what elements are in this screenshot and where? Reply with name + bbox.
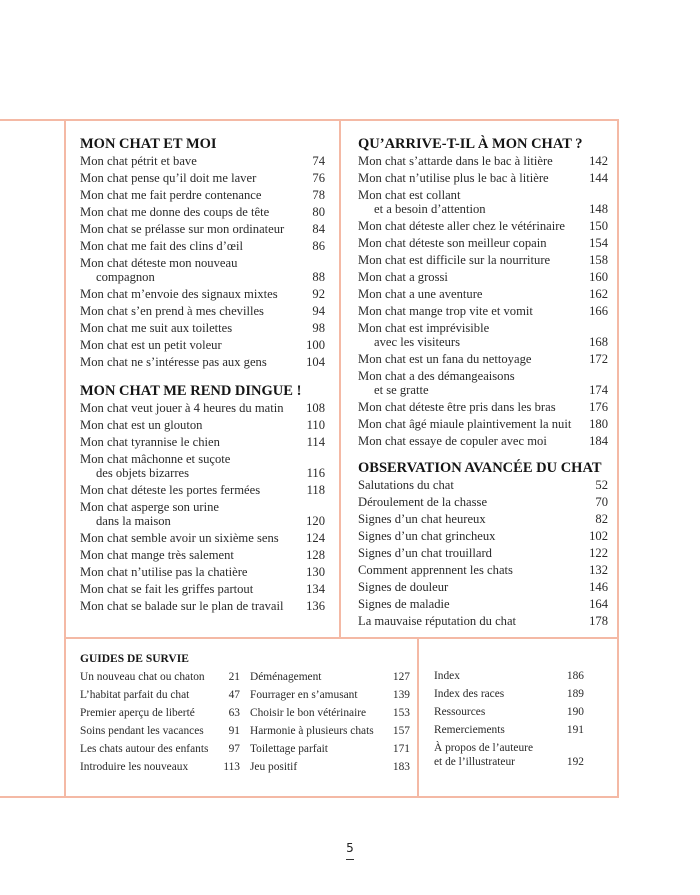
toc-entry-label [80, 531, 297, 545]
toc-entry[interactable] [80, 670, 240, 684]
toc-entry-label [80, 355, 297, 369]
toc-entry-label-line: Mon chat m’envoie des signaux mixtes [80, 287, 278, 301]
toc-entry-label [358, 512, 580, 526]
toc-entry-page: 84 [312, 222, 325, 236]
toc-entry-label-line: Mon chat est collant [358, 188, 461, 202]
toc-entry-page: 70 [595, 495, 608, 509]
toc-entry-page: 104 [306, 355, 325, 369]
toc-entry-label-continuation: et se gratte [374, 383, 429, 397]
toc-entry-label-line: Mon chat me fait des clins d’œil [80, 239, 243, 253]
toc-entry-page: 176 [589, 400, 608, 414]
toc-entry-label-line: Soins pendant les vacances [80, 725, 204, 737]
toc-entry[interactable] [358, 369, 608, 397]
toc-entry-label-continuation: compagnon [96, 270, 155, 284]
toc-entry-page: 92 [312, 287, 325, 301]
toc-entry-label [80, 688, 225, 702]
toc-entry-label-line: Signes de douleur [358, 580, 449, 594]
toc-entry-label-continuation: des objets bizarres [96, 466, 190, 480]
toc-entry[interactable] [358, 495, 608, 509]
toc-entry[interactable] [358, 512, 608, 526]
toc-entry-label-line: Mon chat est un petit voleur [80, 338, 222, 352]
toc-entry-label [358, 287, 580, 301]
toc-entry-label [250, 688, 389, 702]
toc-entry-page: 148 [589, 202, 608, 216]
toc-entry-label-line: Index [434, 670, 460, 682]
toc-entry-page: 82 [595, 512, 608, 526]
toc-entry-label [80, 205, 297, 219]
toc-entry[interactable] [358, 580, 608, 594]
toc-entry-label [434, 687, 563, 701]
toc-entry-label-line: Mon chat mâchonne et suçote [80, 452, 231, 466]
toc-entry[interactable] [80, 582, 325, 596]
toc-entry[interactable] [80, 239, 325, 253]
toc-entry-label-line: La mauvaise réputation du chat [358, 614, 517, 628]
toc-entry-label [80, 154, 297, 168]
toc-entry-label [358, 580, 580, 594]
toc-entry-label [358, 417, 580, 431]
toc-entry-page: 78 [312, 188, 325, 202]
toc-entry-label-continuation: avec les visiteurs [374, 335, 461, 349]
rule-right [617, 120, 619, 797]
toc-entry-page: 94 [312, 304, 325, 318]
toc-entry[interactable] [358, 614, 608, 628]
toc-entry[interactable] [80, 452, 325, 480]
toc-entry-label-line: Mon chat me donne des coups de tête [80, 205, 270, 219]
toc-entry-label-line: Mon chat déteste son meilleur copain [358, 236, 547, 250]
toc-entry-page: 183 [392, 761, 410, 773]
rule-lower-divider [417, 638, 419, 797]
toc-entry[interactable] [80, 287, 325, 301]
toc-entry-label [358, 614, 580, 628]
toc-entry-label [434, 723, 563, 737]
toc-entry-label-line: Mon chat n’utilise plus le bac à litière [358, 171, 549, 185]
toc-entry-page: 113 [223, 761, 240, 773]
toc-entry-label [358, 321, 580, 349]
toc-entry[interactable] [80, 401, 325, 415]
toc-entry-label-line: Signes d’un chat grincheux [358, 529, 496, 543]
toc-entry-label-line: Mon chat veut jouer à 4 heures du matin [80, 401, 284, 415]
toc-entry-label-line: Comment apprennent les chats [358, 563, 513, 577]
toc-entry-label [80, 287, 297, 301]
rule-middle [65, 637, 618, 639]
toc-entry[interactable] [434, 723, 584, 737]
toc-entry-page: 100 [306, 338, 325, 352]
toc-entry-label-line: Mon chat déteste être pris dans les bras [358, 400, 556, 414]
toc-entry-label-line: Les chats autour des enfants [80, 743, 209, 755]
toc-entry[interactable] [250, 760, 410, 774]
toc-entry[interactable] [80, 724, 240, 738]
toc-entry-page: 160 [589, 270, 608, 284]
toc-entry-label-line: Mon chat est un glouton [80, 418, 203, 432]
page-number-underline [346, 859, 354, 860]
right-column [358, 134, 608, 631]
toc-entry-label [80, 724, 225, 738]
toc-entry-page: 132 [589, 563, 608, 577]
rule-top [0, 119, 619, 121]
toc-entry-label-line: Mon chat pétrit et bave [80, 154, 197, 168]
toc-entry-label-line: Mon chat a des démangeaisons [358, 369, 515, 383]
toc-entry-page: 178 [589, 614, 608, 628]
section-observation-avancee [358, 458, 608, 628]
toc-entry-label [80, 321, 297, 335]
toc-entry[interactable] [80, 418, 325, 432]
toc-entry-label-line: Mon chat ne s’intéresse pas aux gens [80, 355, 267, 369]
toc-entry-page: 139 [392, 689, 410, 701]
toc-entry-label [358, 478, 580, 492]
toc-entry-label [358, 304, 580, 318]
toc-entry-label-line: Remerciements [434, 724, 505, 736]
toc-entry-page: 102 [589, 529, 608, 543]
toc-entry-page: 136 [306, 599, 325, 613]
toc-entry-page: 114 [306, 435, 325, 449]
toc-entry-label-line: Mon chat déteste aller chez le vétérinaire [358, 219, 565, 233]
toc-entry-label [434, 741, 563, 769]
toc-entry-page: 144 [589, 171, 608, 185]
toc-entry-label-line: Jeu positif [250, 761, 298, 773]
toc-entry-label [358, 597, 580, 611]
toc-entry[interactable] [80, 222, 325, 236]
toc-entry-label-line: Mon chat me fait perdre contenance [80, 188, 262, 202]
toc-entry-page: 157 [392, 725, 410, 737]
toc-entry[interactable] [80, 565, 325, 579]
toc-entry-page: 142 [589, 154, 608, 168]
toc-entry-page: 180 [589, 417, 608, 431]
toc-entry-page: 164 [589, 597, 608, 611]
toc-entry-page: 74 [312, 154, 325, 168]
toc-entry-label-line: Mon chat est difficile sur la nourriture [358, 253, 551, 267]
toc-entry-page: 127 [392, 671, 410, 683]
toc-entry-label-line: À propos de l’auteure [434, 742, 534, 754]
toc-entry[interactable] [80, 688, 240, 702]
toc-entry[interactable] [80, 706, 240, 720]
toc-entry[interactable] [250, 706, 410, 720]
toc-entry-page: 162 [589, 287, 608, 301]
toc-entry-page: 171 [392, 743, 410, 755]
toc-entry-label [80, 670, 225, 684]
rule-bottom [0, 796, 619, 798]
toc-entry[interactable] [80, 171, 325, 185]
section-guides-de-survie [80, 651, 410, 778]
toc-entry-label [80, 188, 297, 202]
toc-entry-page: 172 [589, 352, 608, 366]
toc-entry-label [358, 369, 580, 397]
toc-entry-page: 118 [306, 483, 325, 497]
toc-entry-label [434, 669, 563, 683]
toc-entry[interactable] [358, 434, 608, 448]
toc-entry-page: 120 [306, 514, 325, 528]
toc-entry[interactable] [358, 478, 608, 492]
toc-entry[interactable] [80, 188, 325, 202]
toc-entry[interactable] [358, 546, 608, 560]
section-annexes [434, 669, 584, 773]
toc-entry-page: 168 [589, 335, 608, 349]
toc-entry-page: 192 [566, 756, 584, 768]
toc-entry[interactable] [250, 742, 410, 756]
toc-entry[interactable] [358, 352, 608, 366]
toc-entry-page: 21 [228, 671, 240, 683]
toc-entry-page: 80 [312, 205, 325, 219]
toc-entry-label-line: Déménagement [250, 671, 322, 683]
toc-entry-label [250, 724, 389, 738]
toc-entry[interactable] [80, 338, 325, 352]
toc-entry-label-line: Mon chat déteste les portes fermées [80, 483, 261, 497]
section-title: MON CHAT ME REND DINGUE ! [80, 383, 302, 399]
toc-entry-label-line: Mon chat me suit aux toilettes [80, 321, 233, 335]
toc-entry-page: 189 [566, 688, 584, 700]
toc-entry-label [80, 582, 297, 596]
page-number: 5 [346, 841, 354, 855]
toc-entry-page: 110 [306, 418, 325, 432]
toc-entry-label [358, 400, 580, 414]
toc-entry-label [80, 565, 297, 579]
toc-entry-label [80, 222, 297, 236]
toc-entry[interactable] [358, 253, 608, 267]
toc-entry[interactable] [80, 531, 325, 545]
toc-entry-label [80, 483, 297, 497]
toc-entry-page: 122 [589, 546, 608, 560]
toc-entry-label [358, 236, 580, 250]
toc-entry[interactable] [358, 171, 608, 185]
toc-entry-label [80, 599, 297, 613]
toc-entry-label-line: Signes de maladie [358, 597, 450, 611]
toc-entry-label-line: Signes d’un chat trouillard [358, 546, 492, 560]
toc-entry-page: 97 [228, 743, 240, 755]
toc-entry[interactable] [358, 417, 608, 431]
toc-entry[interactable] [358, 304, 608, 318]
toc-entry-page: 52 [595, 478, 608, 492]
toc-entry-label-line: Déroulement de la chasse [358, 495, 488, 509]
section-title: OBSERVATION AVANCÉE DU CHAT [358, 460, 602, 476]
toc-entry[interactable] [250, 670, 410, 684]
toc-entry[interactable] [80, 154, 325, 168]
section-title: GUIDES DE SURVIE [80, 653, 189, 665]
toc-entry-page: 150 [589, 219, 608, 233]
toc-entry-page: 76 [312, 171, 325, 185]
toc-entry[interactable] [358, 597, 608, 611]
toc-entry[interactable] [358, 270, 608, 284]
toc-entry-page: 154 [589, 236, 608, 250]
toc-entry-label [358, 495, 580, 509]
toc-entry[interactable] [80, 355, 325, 369]
toc-entry[interactable] [80, 599, 325, 613]
toc-entry-page: 186 [566, 670, 584, 682]
toc-entry-label-line: Un nouveau chat ou chaton [80, 671, 205, 683]
toc-entry-label [80, 742, 225, 756]
toc-entry-label-line: Mon chat se balade sur le plan de travail [80, 599, 284, 613]
toc-entry[interactable] [434, 705, 584, 719]
toc-entry-page: 166 [589, 304, 608, 318]
toc-entry[interactable] [80, 548, 325, 562]
toc-entry-label [358, 154, 580, 168]
toc-entry-label-line: Mon chat tyrannise le chien [80, 435, 220, 449]
toc-entry-page: 191 [566, 724, 584, 736]
toc-entry[interactable] [80, 483, 325, 497]
toc-entry[interactable] [358, 154, 608, 168]
toc-entry[interactable] [80, 435, 325, 449]
toc-entry[interactable] [358, 236, 608, 250]
toc-entry-label [358, 529, 580, 543]
toc-entry-label-line: Salutations du chat [358, 478, 454, 492]
toc-entry[interactable] [358, 219, 608, 233]
section-title: MON CHAT ET MOI [80, 136, 217, 152]
toc-entry[interactable] [358, 188, 608, 216]
toc-entry-label-line: Mon chat asperge son urine [80, 500, 219, 514]
toc-entry-label [80, 171, 297, 185]
toc-entry[interactable] [80, 205, 325, 219]
toc-entry-label [80, 760, 219, 774]
toc-entry-label-continuation: et de l’illustrateur [434, 756, 515, 768]
toc-entry-label [358, 188, 580, 216]
toc-entry-label-line: Fourrager en s’amusant [250, 689, 358, 701]
toc-entry[interactable] [250, 724, 410, 738]
toc-entry-label [250, 670, 389, 684]
toc-entry-page: 190 [566, 706, 584, 718]
toc-entry-page: 158 [589, 253, 608, 267]
toc-entry-label [250, 706, 389, 720]
toc-entry-page: 124 [306, 531, 325, 545]
rule-center [339, 120, 341, 638]
toc-entry-page: 174 [589, 383, 608, 397]
toc-entry-label-line: Mon chat se prélasse sur mon ordinateur [80, 222, 285, 236]
section-mon-chat-et-moi [80, 134, 325, 369]
toc-entry[interactable] [80, 500, 325, 528]
toc-entry-label [358, 546, 580, 560]
toc-entry-label-line: Harmonie à plusieurs chats [250, 725, 374, 737]
toc-entry-page: 134 [306, 582, 325, 596]
toc-entry-label [358, 563, 580, 577]
toc-entry-label-line: Mon chat s’en prend à mes chevilles [80, 304, 264, 318]
toc-entry-label [80, 548, 297, 562]
toc-entry-label [358, 219, 580, 233]
toc-entry-page: 88 [312, 270, 325, 284]
toc-entry-label [358, 253, 580, 267]
toc-entry-label [80, 418, 297, 432]
toc-entry-label-line: Premier aperçu de liberté [80, 707, 195, 719]
toc-entry-label [80, 452, 297, 480]
toc-entry-label-line: Signes d’un chat heureux [358, 512, 486, 526]
toc-entry-label [434, 705, 563, 719]
toc-entry-label-line: Mon chat déteste mon nouveau [80, 256, 238, 270]
toc-entry-label-line: Mon chat mange très salement [80, 548, 234, 562]
toc-entry-label [250, 760, 389, 774]
toc-entry-label-line: Mon chat se fait les griffes partout [80, 582, 254, 596]
toc-entry[interactable] [358, 400, 608, 414]
toc-entry-label [80, 304, 297, 318]
toc-entry[interactable] [80, 304, 325, 318]
toc-entry-page: 153 [392, 707, 410, 719]
section-title: QU’ARRIVE-T-IL À MON CHAT ? [358, 136, 583, 152]
toc-entry-page: 98 [312, 321, 325, 335]
toc-entry-label-line: Mon chat s’attarde dans le bac à litière [358, 154, 553, 168]
toc-entry-label-line: Mon chat semble avoir un sixième sens [80, 531, 279, 545]
toc-entry[interactable] [434, 741, 584, 769]
toc-entry-label [358, 434, 580, 448]
toc-entry[interactable] [80, 760, 240, 774]
toc-entry-page: 146 [589, 580, 608, 594]
toc-entry-label-line: Mon chat a grossi [358, 270, 448, 284]
toc-entry-label [80, 401, 297, 415]
toc-entry-label-line: Mon chat pense qu’il doit me laver [80, 171, 257, 185]
toc-entry-label-line: Mon chat mange trop vite et vomit [358, 304, 533, 318]
toc-entry-page: 116 [306, 466, 325, 480]
toc-entry[interactable] [434, 669, 584, 683]
toc-entry-label [80, 256, 297, 284]
toc-entry-label-line: Mon chat âgé miaule plaintivement la nuit [358, 417, 572, 431]
toc-entry[interactable] [358, 563, 608, 577]
rule-left [64, 120, 66, 797]
toc-entry-label-line: Mon chat est un fana du nettoyage [358, 352, 532, 366]
toc-entry-label-line: Introduire les nouveaux [80, 761, 189, 773]
toc-entry-label-line: Mon chat est imprévisible [358, 321, 490, 335]
toc-entry-page: 47 [228, 689, 240, 701]
toc-entry-label [80, 706, 225, 720]
toc-entry[interactable] [358, 529, 608, 543]
toc-entry-label [80, 500, 297, 528]
toc-entry-page: 91 [228, 725, 240, 737]
section-qu-arrive-t-il [358, 134, 608, 448]
toc-entry-label [80, 338, 297, 352]
toc-entry[interactable] [434, 687, 584, 701]
toc-entry-page: 130 [306, 565, 325, 579]
toc-entry-label-line: Mon chat essaye de copuler avec moi [358, 434, 547, 448]
toc-entry-label-line: L’habitat parfait du chat [80, 689, 190, 701]
toc-entry[interactable] [250, 688, 410, 702]
toc-entry[interactable] [358, 321, 608, 349]
toc-entry[interactable] [358, 287, 608, 301]
toc-entry-page: 108 [306, 401, 325, 415]
toc-entry-label-line: Choisir le bon vétérinaire [250, 707, 367, 719]
toc-entry-label [80, 435, 297, 449]
toc-entry-label [358, 270, 580, 284]
toc-entry[interactable] [80, 256, 325, 284]
toc-entry-label-line: Index des races [434, 688, 505, 700]
left-column [80, 134, 325, 616]
section-mon-chat-me-rend-dingue [80, 381, 325, 613]
toc-entry-label-line: Mon chat n’utilise pas la chatière [80, 565, 248, 579]
toc-entry-label-line: Mon chat a une aventure [358, 287, 483, 301]
toc-entry-label-continuation: dans la maison [96, 514, 171, 528]
toc-entry-label-line: Ressources [434, 706, 486, 718]
toc-entry-page: 86 [312, 239, 325, 253]
toc-entry-label-continuation: et a besoin d’attention [374, 202, 486, 216]
toc-entry-page: 184 [589, 434, 608, 448]
toc-entry-label [80, 239, 297, 253]
toc-entry-label-line: Toilettage parfait [250, 743, 328, 755]
toc-entry-label [250, 742, 389, 756]
toc-entry-page: 128 [306, 548, 325, 562]
toc-entry[interactable] [80, 321, 325, 335]
toc-entry-page: 63 [228, 707, 240, 719]
toc-entry-label [358, 352, 580, 366]
toc-entry-label [358, 171, 580, 185]
toc-entry[interactable] [80, 742, 240, 756]
